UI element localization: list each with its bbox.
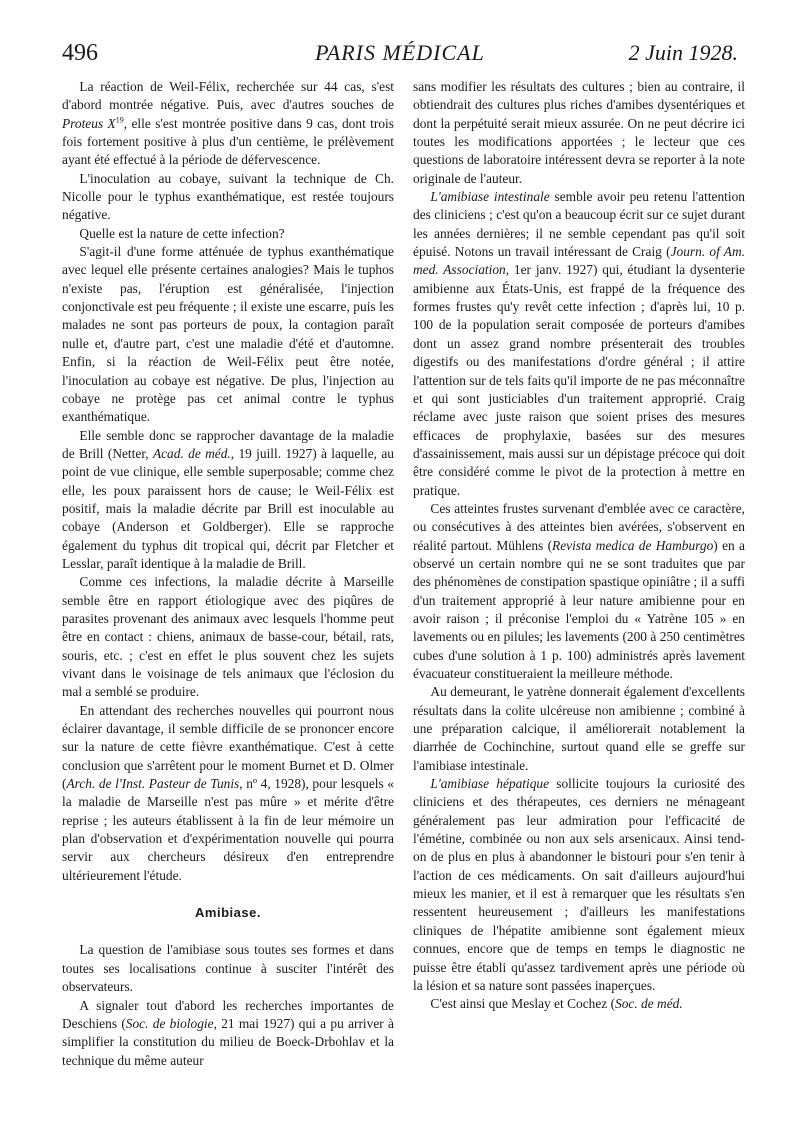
paragraph-amibiase-intestinale: L'amibiase intestinale semble avoir peu retenu l'attention des cliniciens ; c'est qu'on a beaucoup écrit sur ce sujet durant les années dernières; il ne semble cependant pas qu'il soit épuisé. Notons un travail intéressant de Craig (Journ. of Am. med. Association, 1er janv. 1927) qui, étudiant la dysenterie amibienne aux États-Unis, est frappé de la fréquence des formes frustes qu'y revêt cette infection ; d'après lui, 10 p. 100 de la population serait composée de porteurs d'amibes dont un assez grand nombre présenterait des troubles digestifs ou des manifestations d'ordre général ; il attire l'attention sur de tels faits qu'il importe de ne pas méconnaître et qui sont justiciables d'un traitement approprié. Craig réclame avec juste raison que soient prises des mesures efficaces de prophylaxie, basées sur des mesures d'assainissement, mais aussi sur un dépistage précoce qui doit être considéré comme le pivot de la protection à mettre en pratique. [413,189,746,498]
paragraph-amibiase-hepatique: L'amibiase hépatique sollicite toujours la curiosité des cliniciens et des thérapeutes, ces derniers ne ménageant généralement pas leur admiration pour l'efficacité de l'émétine, combinée ou non aux sels arsenicaux. Ainsi tend-on de plus en plus à abandonner le bistouri pour s'en tenir à l'action de ces médicaments. On sait d'ailleurs aujourd'hui mieux les manier, et il est à remarquer que les résultats s'en ressentent heureusement ; d'ailleurs les manifestations cliniques de l'hépatite amibienne sont également mieux connues, encore que de temps en temps le diagnostic ne puisse être établi qu'assez tardivement après une période où la lésion et sa nature sont passées inaperçues. [413,776,745,993]
left-column [62,78,394,1070]
right-column [413,78,745,1014]
paragraph-yatrene: Au demeurant, le yatrène donnerait également d'excellents résultats dans la colite ulcéreuse non amibienne ; combiné à une préparation calcique, il améliorerait notablement la diarrhée de Cochinchine, surtout quand elle se greffe sur l'amibiase intestinale. [413,684,745,773]
page-number: 496 [62,40,98,66]
page-header [62,40,738,74]
issue-date: 2 Juin 1928. [628,40,738,65]
paragraph-amibiase-intro: La question de l'amibiase sous toutes ses formes et dans toutes ses localisations continue à susciter l'intérêt des observateurs. [62,942,394,995]
paragraph-question: Quelle est la nature de cette infection? [79,225,285,241]
paragraph-weil-felix: La réaction de Weil-Félix, recherchée sur 44 cas, s'est d'abord montrée négative. Puis, avec d'autres souches de Proteus $X^{19}$, elle s'est montrée positive dans 9 cas, dont trois fois fortement positive à plus d'un centième, le prélèvement ayant été effectué à la période de défervescence. [62,79,394,168]
paragraph-inoculation: L'inoculation au cobaye, suivant la technique de Ch. Nicolle pour le typhus exanthématique, est restée toujours négative. [62,170,394,223]
paragraph-typhus: S'agit-il d'une forme atténuée de typhus exanthématique avec lequel elle présente certaines analogies? Mais le tuphos n'existe pas, l'éruption est généralisée, l'injection conjonctivale est peu fréquente ; il existe une escarre, puis les malades ne sont pas porteurs de poux, la contagion paraît nulle et, d'autre part, c'est une maladie d'été et d'automne. Enfin, si la réaction de Weil-Félix peut être notée, l'inoculation au cobaye est négative. De plus, l'injection au cobaye ne protège pas cet animal contre le typhus exanthématique. [62,244,394,425]
section-heading-amibiase: Amibiase. [195,905,261,921]
paragraph-cultures: sans modifier les résultats des cultures ; bien au contraire, il obtiendrait des cultures plus riches d'amibes dysentériques et dont la perpétuité serait mieux assurée. On ne peut décrire ici toutes les modifications apportées ; le lecteur que ces questions de laboratoire intéressent devra se reporter à la note originale de l'auteur. [413,79,745,186]
paragraph-deschiens: A signaler tout d'abord les recherches importantes de Deschiens (Soc. de biologie, 21 mai 1927) qui a pu arriver à simplifier la constitution du milieu de Boeck-Drbohlav et la technique du même auteur [62,997,394,1068]
paragraph-muhlens: Ces atteintes frustes survenant d'emblée avec ce caractère, ou consécutives à des atteintes bien avérées, s'observent en réalité partout. Mühlens (Revista medica de Hamburgo) en a observé un certain nombre qui ne se sont traduites que par des phénomènes de constipation spastique opiniâtre ; il a suffi d'un traitement approprié à leur nature amibienne pour en avoir raison ; il préconise l'emploi du « Yatrène 105 » en lavements ou en pilules; les lavements (200 à 250 centimètres cubes d'une solution à 1 p. 100) administrés après lavement évacuateur constitueraient la meilleure méthode. [413,500,745,681]
paragraph-brill: Elle semble donc se rapprocher davantage de la maladie de Brill (Netter, Acad. de méd., 19 juill. 1927) à laquelle, au point de vue clinique, elle semble superposable; comme chez elle, les poux paraissent hors de cause; le Weil-Félix est positif, mais la maladie décrite par Brill est inoculable au cobaye (Anderson et Goldberger). Elle se rapproche également du typhus dit tropical qui, décrit par Fletcher et Lesslar, paraît identique à la maladie de Brill. [62,427,394,571]
paragraph-parasites: Comme ces infections, la maladie décrite à Marseille semble être en rapport étiologique avec des piqûres de parasites provenant des animaux avec lesquels l'homme peut être en contact : chiens, animaux de basse-cour, bétail, rats, souris, etc. ; c'est en effet le plus souvent chez les sujets vivant dans le voisinage de tels animaux que l'éclosion du mal a semblé se produire. [62,574,394,700]
paragraph-burnet-olmer: En attendant des recherches nouvelles qui pourront nous éclairer davantage, il semble difficile de se prononcer encore sur la nature de cette fièvre exanthématique. C'est à cette conclusion que s'arrêtent pour le moment Burnet et D. Olmer (Arch. de l'Inst. Pasteur de Tunis, nº 4, 1928), pour lesquels « la maladie de Marseille n'est pas mûre » et mérite d'être reprise ; les auteurs établissent à la fin de leur mémoire un plan d'observation et d'expérimentation nouvelle qui pourra servir aux chercheurs désireux d'en entreprendre ultérieurement l'étude. [62,702,394,883]
paragraph-meslay-cochez: C'est ainsi que Meslay et Cochez (Soc. de méd. [430,996,683,1012]
journal-title: PARIS MÉDICAL [315,40,485,65]
